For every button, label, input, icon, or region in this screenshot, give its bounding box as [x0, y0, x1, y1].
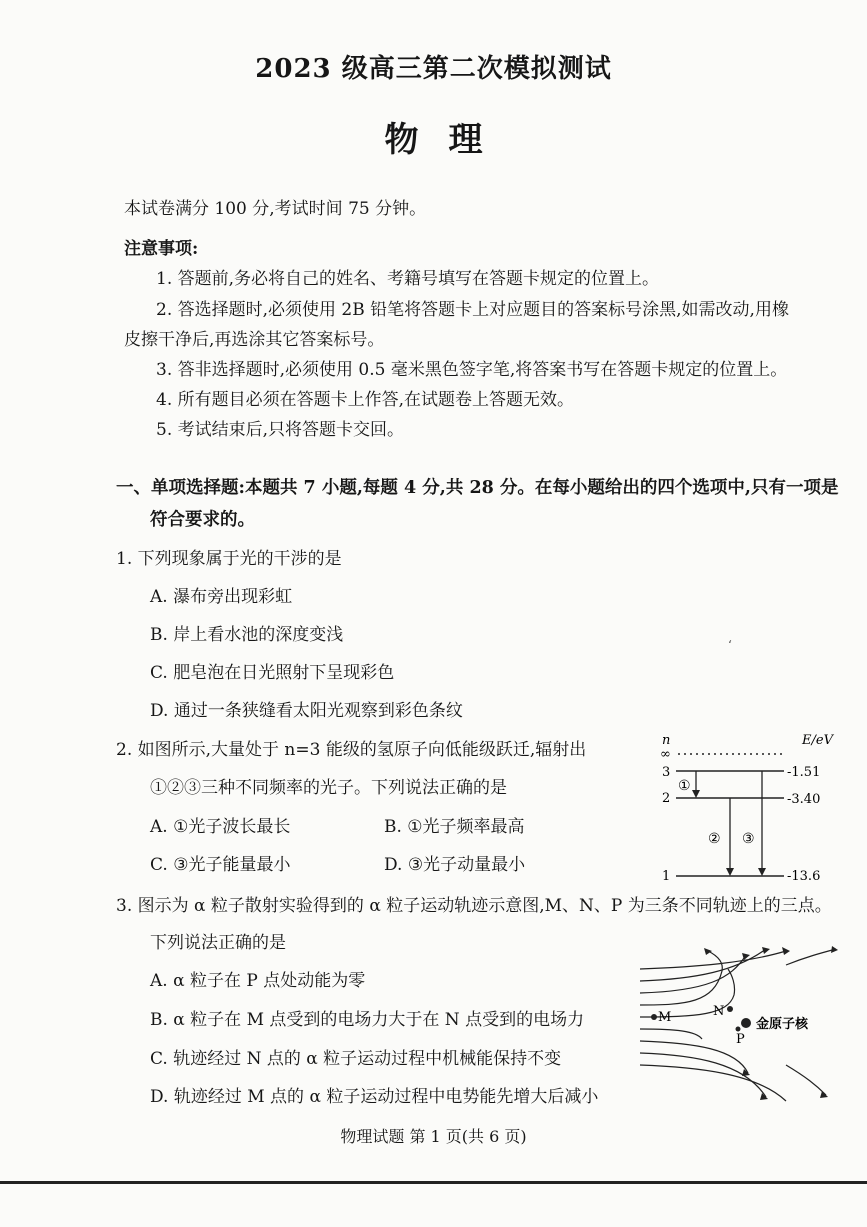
point-n-dot — [727, 1006, 733, 1012]
section-heading: 一、单项选择题:本题共 7 小题,每题 4 分,共 28 分。在每小题给出的四个选项中,只有一项是 — [116, 478, 839, 498]
note-item: 2. 答选择题时,必须使用 2B 铅笔将答题卡上对应题目的答案标号涂黑,如需改动,用橡 — [156, 300, 789, 320]
photon-label-3: ③ — [742, 831, 755, 847]
point-m-dot — [651, 1014, 657, 1020]
notes-heading: 注意事项: — [124, 239, 199, 259]
q2-option-a: A. ①光子波长最长 — [150, 817, 291, 837]
scan-speck: ʻ — [728, 638, 732, 652]
note-item: 5. 考试结束后,只将答题卡交回。 — [156, 420, 405, 440]
q1-stem: 1. 下列现象属于光的干涉的是 — [116, 549, 342, 569]
arrowhead-2 — [726, 868, 734, 876]
level-n-2: 2 — [662, 791, 671, 806]
point-m-label: M — [658, 1010, 672, 1025]
q2-option-b: B. ①光子频率最高 — [384, 817, 525, 837]
nucleus-label: 金原子核 — [756, 1017, 809, 1032]
point-p-dot — [736, 1027, 741, 1032]
scan-bottom-edge — [0, 1181, 867, 1184]
note-item: 4. 所有题目必须在答题卡上作答,在试题卷上答题无效。 — [156, 390, 575, 410]
arrowhead — [831, 946, 838, 953]
energy-axis-label: E/eV — [802, 733, 833, 748]
q2-option-c: C. ③光子能量最小 — [150, 855, 291, 875]
alpha-scattering-diagram — [636, 945, 846, 1105]
trajectory — [640, 1029, 702, 1039]
q3-option-b: B. α 粒子在 M 点受到的电场力大于在 N 点受到的电场力 — [150, 1010, 585, 1030]
q3-stem: 3. 图示为 α 粒子散射实验得到的 α 粒子运动轨迹示意图,M、N、P 为三条不同轨迹上的三点。 — [116, 896, 832, 916]
q1-option-d: D. 通过一条狭缝看太阳光观察到彩色条纹 — [150, 701, 463, 721]
arrowhead — [762, 947, 770, 954]
photon-label-1: ① — [678, 778, 691, 794]
q2-stem: 2. 如图所示,大量处于 n=3 能级的氢原子向低能级跃迁,辐射出 — [116, 740, 587, 760]
section-heading-cont: 符合要求的。 — [150, 510, 255, 530]
page-footer: 物理试题 第 1 页(共 6 页) — [340, 1127, 527, 1146]
exam-intro: 本试卷满分 100 分,考试时间 75 分钟。 — [124, 199, 427, 219]
subject-title: 物理 — [384, 120, 513, 160]
q3-option-a: A. α 粒子在 P 点处动能为零 — [150, 971, 366, 991]
arrowhead — [782, 947, 790, 955]
arrowhead — [820, 1091, 828, 1098]
note-item: 3. 答非选择题时,必须使用 0.5 毫米黑色签字笔,将答案书写在答题卡规定的位置上。 — [156, 360, 788, 380]
level-energy-3: -1.51 — [787, 765, 821, 780]
q3-option-d: D. 轨迹经过 M 点的 α 粒子运动过程中电势能先增大后减小 — [150, 1087, 599, 1107]
q3-option-c: C. 轨迹经过 N 点的 α 粒子运动过程中机械能保持不变 — [150, 1049, 562, 1069]
trajectory — [640, 955, 746, 993]
arrowhead-1 — [692, 790, 700, 798]
exam-title: 2023 级高三第二次模拟测试 — [255, 54, 612, 84]
arrowhead-3 — [758, 868, 766, 876]
q2-option-d: D. ③光子动量最小 — [384, 855, 526, 875]
level-energy-2: -3.40 — [787, 792, 821, 807]
arrowhead — [704, 948, 712, 955]
n-axis-label: n — [662, 733, 671, 748]
q2-stem-cont: ①②③三种不同频率的光子。下列说法正确的是 — [150, 778, 507, 798]
energy-level-diagram — [650, 728, 850, 886]
level-n-inf: ∞ — [660, 747, 671, 762]
point-n-label: N — [713, 1004, 725, 1019]
q1-option-b: B. 岸上看水池的深度变浅 — [150, 625, 344, 645]
gold-nucleus — [741, 1018, 751, 1028]
note-item: 皮擦干净后,再选涂其它答案标号。 — [124, 330, 385, 350]
point-p-label: P — [736, 1032, 745, 1047]
level-n-3: 3 — [662, 765, 671, 780]
q1-option-c: C. 肥皂泡在日光照射下呈现彩色 — [150, 663, 395, 683]
note-item: 1. 答题前,务必将自己的姓名、考籍号填写在答题卡规定的位置上。 — [156, 269, 660, 289]
level-n-1: 1 — [662, 869, 671, 884]
level-energy-1: -13.6 — [787, 869, 821, 884]
q1-option-a: A. 瀑布旁出现彩虹 — [150, 587, 293, 607]
photon-label-2: ② — [708, 831, 721, 847]
trajectory — [786, 949, 836, 965]
q3-stem-cont: 下列说法正确的是 — [150, 933, 286, 953]
trajectory — [786, 1065, 826, 1095]
